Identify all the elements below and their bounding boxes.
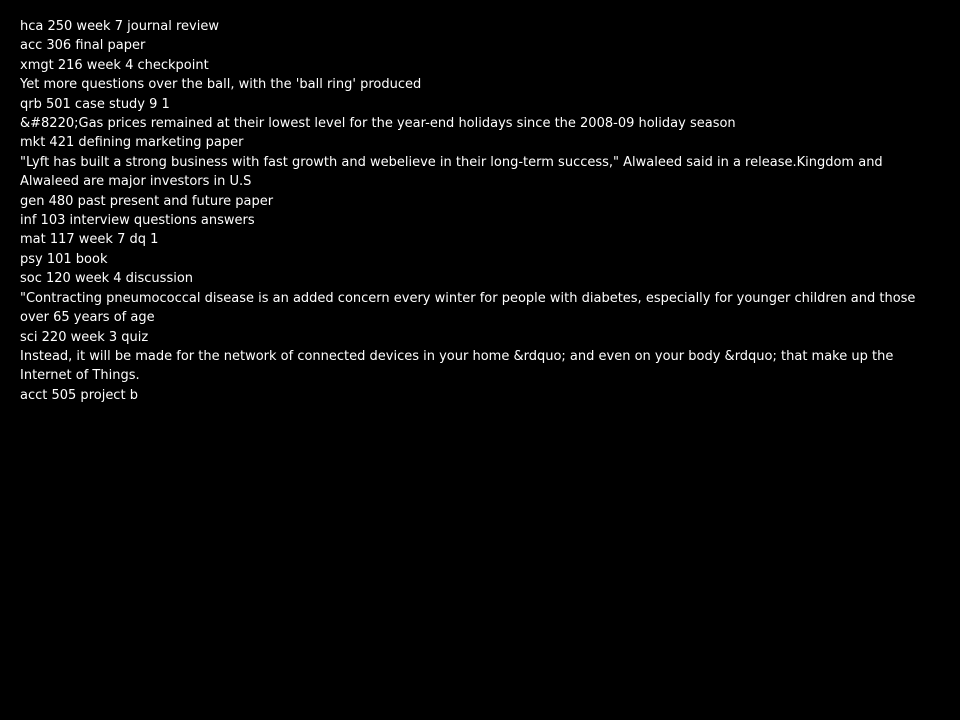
text-line: hca 250 week 7 journal review xyxy=(20,19,219,34)
text-line: Yet more questions over the ball, with the 'ball ring' produced xyxy=(20,77,422,93)
text-line: mkt 421 defining marketing paper xyxy=(20,135,244,151)
text-line: inf 103 interview questions answers xyxy=(20,213,255,229)
text-line: psy 101 book xyxy=(20,251,108,267)
text-line: qrb 501 case study 9 1 xyxy=(20,96,170,112)
text-line: Instead, it will be made for the network of connected devices in your home &rdquo; and even on your body &rdquo; that make up the Internet of Things. xyxy=(20,348,894,384)
text-line: soc 120 week 4 discussion xyxy=(20,271,194,287)
text-line: acct 505 project b xyxy=(20,387,138,403)
text-line: acc 306 final paper xyxy=(20,38,146,54)
text-line: xmgt 216 week 4 checkpoint xyxy=(20,57,209,73)
text-line: mat 117 week 7 dq 1 xyxy=(20,232,159,248)
text-line: &#8220;Gas prices remained at their lowest level for the year-end holidays since the 2008-09 holiday season xyxy=(20,116,736,132)
text-line: sci 220 week 3 quiz xyxy=(20,329,149,345)
text-line: "Lyft has built a strong business with fast growth and webelieve in their long-term success," Alwaleed said in a release.Kingdom and Alwaleed are major investors in U.S xyxy=(20,154,883,190)
text-list xyxy=(20,17,920,405)
text-line: "Contracting pneumococcal disease is an added concern every winter for people with diabetes, especially for younger children and those over 65 years of age xyxy=(20,290,916,326)
text-line: gen 480 past present and future paper xyxy=(20,193,274,209)
